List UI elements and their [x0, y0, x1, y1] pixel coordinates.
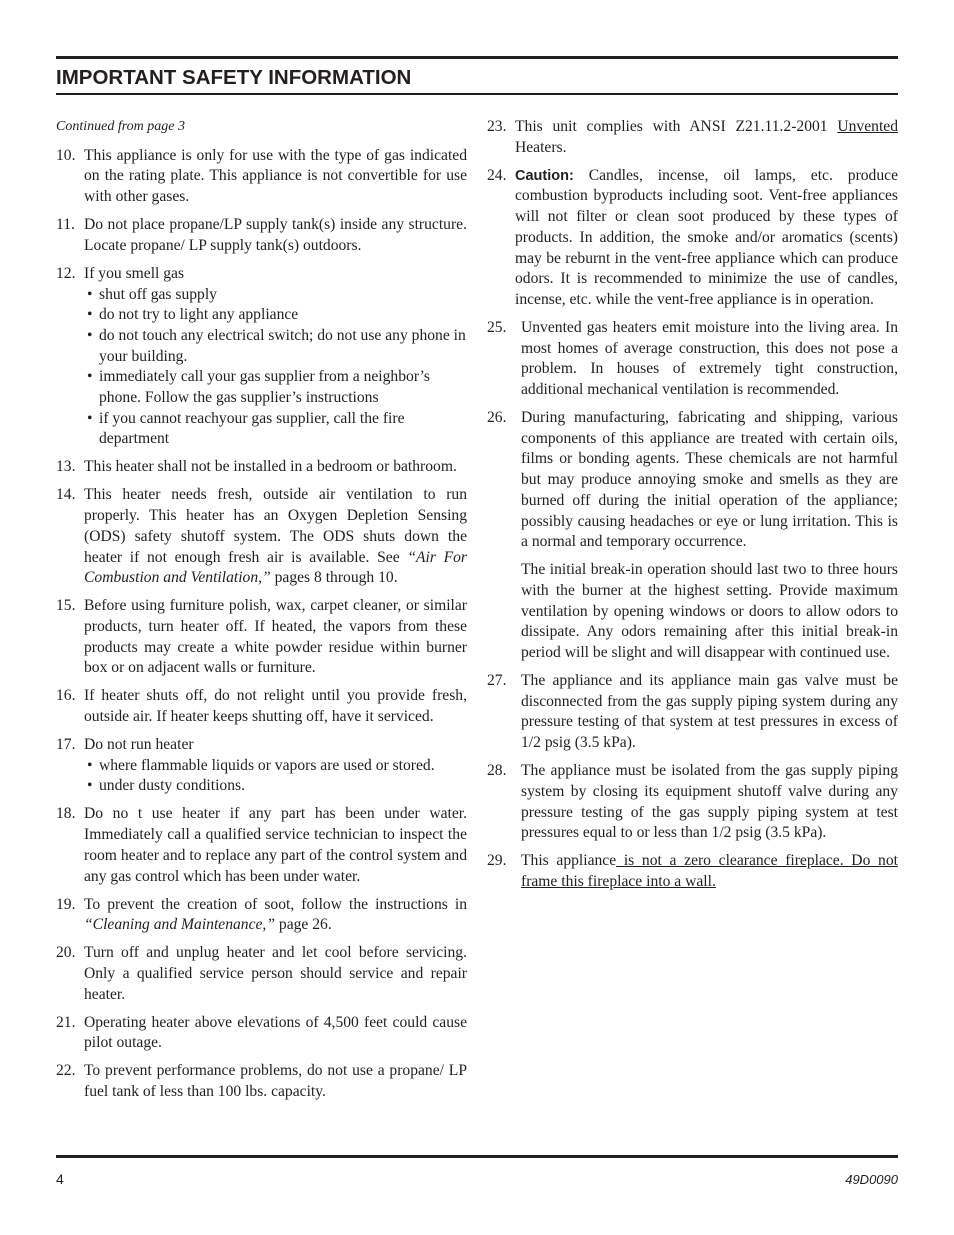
list-item-20: [56, 943, 467, 1005]
item-text: This appliance is only for use with the type of gas indicated on the rating plate. This appliance is not convertible for use with other gases.: [84, 146, 467, 206]
bullet-item: [84, 367, 467, 408]
item-text: Operating heater above elevations of 4,500 feet could cause pilot outage.: [84, 1013, 467, 1052]
bullet-item: [84, 756, 467, 777]
list-item-25: [487, 318, 898, 401]
bullet-text: do not touch any electrical switch; do not use any phone in your building.: [99, 326, 466, 365]
item-number: 20.: [56, 944, 76, 962]
item-text-end: page 26.: [275, 916, 332, 934]
bullet-icon: •: [87, 285, 93, 303]
bullet-item: [84, 776, 467, 797]
item-text: This heater needs fresh, outside air ventilation to run properly. This heater has an Oxygen Depletion Sensing (ODS) safety shutoff system. The ODS shuts down the heater if not enough fresh air is available. See: [84, 486, 467, 566]
item-number: 28.: [487, 762, 507, 780]
item-text: The appliance and its appliance main gas valve must be disconnected from the gas supply piping system during any pressure testing of that system at test pressures in excess of 1/2 psig (3.5 kPa).: [521, 672, 898, 752]
item-text-end: Heaters.: [515, 138, 567, 156]
list-item-29: [487, 851, 898, 892]
list-item-27: [487, 671, 898, 754]
underlined-text: Unvented: [837, 118, 898, 135]
list-item-10: [56, 146, 467, 208]
item-text: To prevent performance problems, do not use a propane/ LP fuel tank of less than 100 lbs. capacity.: [84, 1062, 467, 1101]
list-item-26: [487, 408, 898, 553]
item-26-paragraph-2: The initial break-in operation should last two to three hours with the burner at the highest setting. Provide maximum ventilation by opening windows or doors to allow odors to dissipate. Any odors remaining after this initial break-in period will be slight and will disappear with continued use.: [521, 561, 898, 662]
list-item-15: [56, 596, 467, 679]
bullet-item: [84, 326, 467, 367]
item-number: 13.: [56, 458, 76, 476]
item-text: Do not run heater: [84, 736, 194, 754]
list-item-21: [56, 1013, 467, 1054]
underlined-text: is not a zero clearance fireplace. Do not frame this fireplace into a wall.: [521, 852, 898, 890]
list-item-22: [56, 1061, 467, 1102]
item-number: 22.: [56, 1062, 76, 1080]
section-reference: “Air For Combustion and Ventilation,”: [84, 548, 467, 587]
bullet-text: under dusty conditions.: [99, 777, 245, 795]
left-column: [56, 117, 467, 1110]
item-number: 12.: [56, 264, 76, 282]
bullet-icon: •: [87, 777, 93, 795]
bullet-icon: •: [87, 306, 93, 324]
item-text: Do not place propane/LP supply tank(s) inside any structure. Locate propane/ LP supply tank(s) outdoors.: [84, 216, 467, 254]
list-item-17: [56, 735, 467, 797]
item-number: 29.: [487, 852, 507, 870]
item-number: 15.: [56, 597, 76, 615]
section-reference: “Cleaning and Maintenance,”: [84, 916, 276, 934]
item-number: 10.: [56, 146, 76, 164]
bullet-item: [84, 285, 467, 306]
item-text: Before using furniture polish, wax, carpet cleaner, or similar products, turn heater off. If heated, the vapors from these products may create a white powder residue within burner box or on adjacent walls or furniture.: [84, 597, 467, 677]
page-number: 4: [56, 1171, 64, 1187]
item-text: This appliance: [521, 852, 617, 870]
document-code: 49D0090: [845, 1172, 898, 1187]
item-number: 24.: [487, 166, 507, 184]
bullet-list: [84, 285, 467, 451]
bullet-text: immediately call your gas supplier from a neighbor’s phone. Follow the gas supplier’s instructions: [99, 368, 430, 407]
item-text-end: pages 8 through 10.: [270, 569, 398, 587]
list-item-24: [487, 166, 898, 311]
list-item-16: [56, 686, 467, 727]
item-text: If heater shuts off, do not relight until you provide fresh, outside air. If heater keeps shutting off, have it serviced.: [84, 687, 467, 726]
item-number: 19.: [56, 895, 76, 913]
item-number: 17.: [56, 736, 76, 754]
caution-label: Caution:: [515, 167, 574, 184]
list-item-19: [56, 895, 467, 936]
item-text: To prevent the creation of soot, follow the instructions in: [84, 895, 467, 913]
item-number: 11.: [56, 216, 75, 234]
bullet-icon: •: [87, 409, 93, 427]
header-top-rule: [56, 56, 898, 59]
right-column: [487, 117, 898, 900]
list-item-14: [56, 485, 467, 589]
bullet-list: [84, 756, 467, 797]
item-number: 21.: [56, 1013, 76, 1031]
item-number: 16.: [56, 687, 76, 705]
item-text: During manufacturing, fabricating and shipping, various components of this appliance are treated with certain oils, films or bonding agents. These chemicals are not harmful but may produce annoying smoke and smells as they are burned off during the initial operation of the appliance; possibly causing headaches or eye or lung irritation. This is a normal and temporary occurrence.: [521, 409, 898, 551]
list-item-18: [56, 804, 467, 887]
list-item-23: [487, 117, 898, 158]
bullet-icon: •: [87, 368, 93, 386]
bullet-text: do not try to light any appliance: [99, 306, 299, 324]
item-number: 18.: [56, 805, 76, 823]
item-text: This heater shall not be installed in a bedroom or bathroom.: [84, 458, 457, 476]
item-text: Unvented gas heaters emit moisture into the living area. In most homes of average construction, this does not pose a problem. In houses of extremely tight construction, additional mechanical ventilation is recommended.: [521, 318, 898, 399]
item-text: If you smell gas: [84, 264, 185, 282]
list-item-28: [487, 761, 898, 844]
continued-note: Continued from page 3: [56, 119, 185, 134]
bullet-item: [84, 409, 467, 450]
list-item-13: [56, 457, 467, 478]
header-bottom-rule: [56, 93, 898, 95]
item-number: 23.: [487, 118, 507, 135]
bullet-icon: •: [87, 326, 93, 344]
bullet-text: where flammable liquids or vapors are used or stored.: [99, 756, 435, 774]
bullet-item: [84, 305, 467, 326]
item-text: This unit complies with ANSI Z21.11.2-2001: [515, 118, 838, 135]
page-title: IMPORTANT SAFETY INFORMATION: [56, 66, 412, 89]
item-text: Turn off and unplug heater and let cool before servicing. Only a qualified service person should service and repair heater.: [84, 944, 467, 1003]
item-text: The appliance must be isolated from the gas supply piping system by closing its equipment shutoff valve during any pressure testing of the gas supply piping system at test pressures equal to or less than 1/2 psig (3.5 kPa).: [521, 762, 898, 842]
bullet-text: if you cannot reachyour gas supplier, call the fire department: [99, 409, 405, 448]
item-number: 25.: [487, 318, 507, 336]
item-number: 26.: [487, 409, 507, 427]
list-item-12: [56, 264, 467, 450]
item-number: 27.: [487, 672, 507, 690]
footer-rule: [56, 1155, 898, 1158]
item-number: 14.: [56, 486, 76, 504]
bullet-icon: •: [87, 756, 93, 774]
list-item-11: [56, 215, 467, 256]
bullet-text: shut off gas supply: [99, 285, 217, 303]
item-text: Do no t use heater if any part has been under water. Immediately call a qualified service technician to inspect the room heater and to replace any part of the control system and any gas control which has been under water.: [84, 805, 467, 885]
item-text: Candles, incense, oil lamps, etc. produce combustion byproducts including soot. Vent-free appliances will not filter or clean soot produced by these types of products. In addition, the smoke and/or aromatics (scents) may be reburnt in the vent-free appliance which can produce odors. It is recommended to minimize the use of candles, incense, etc. while the vent-free appliance is in operation.: [515, 166, 898, 308]
